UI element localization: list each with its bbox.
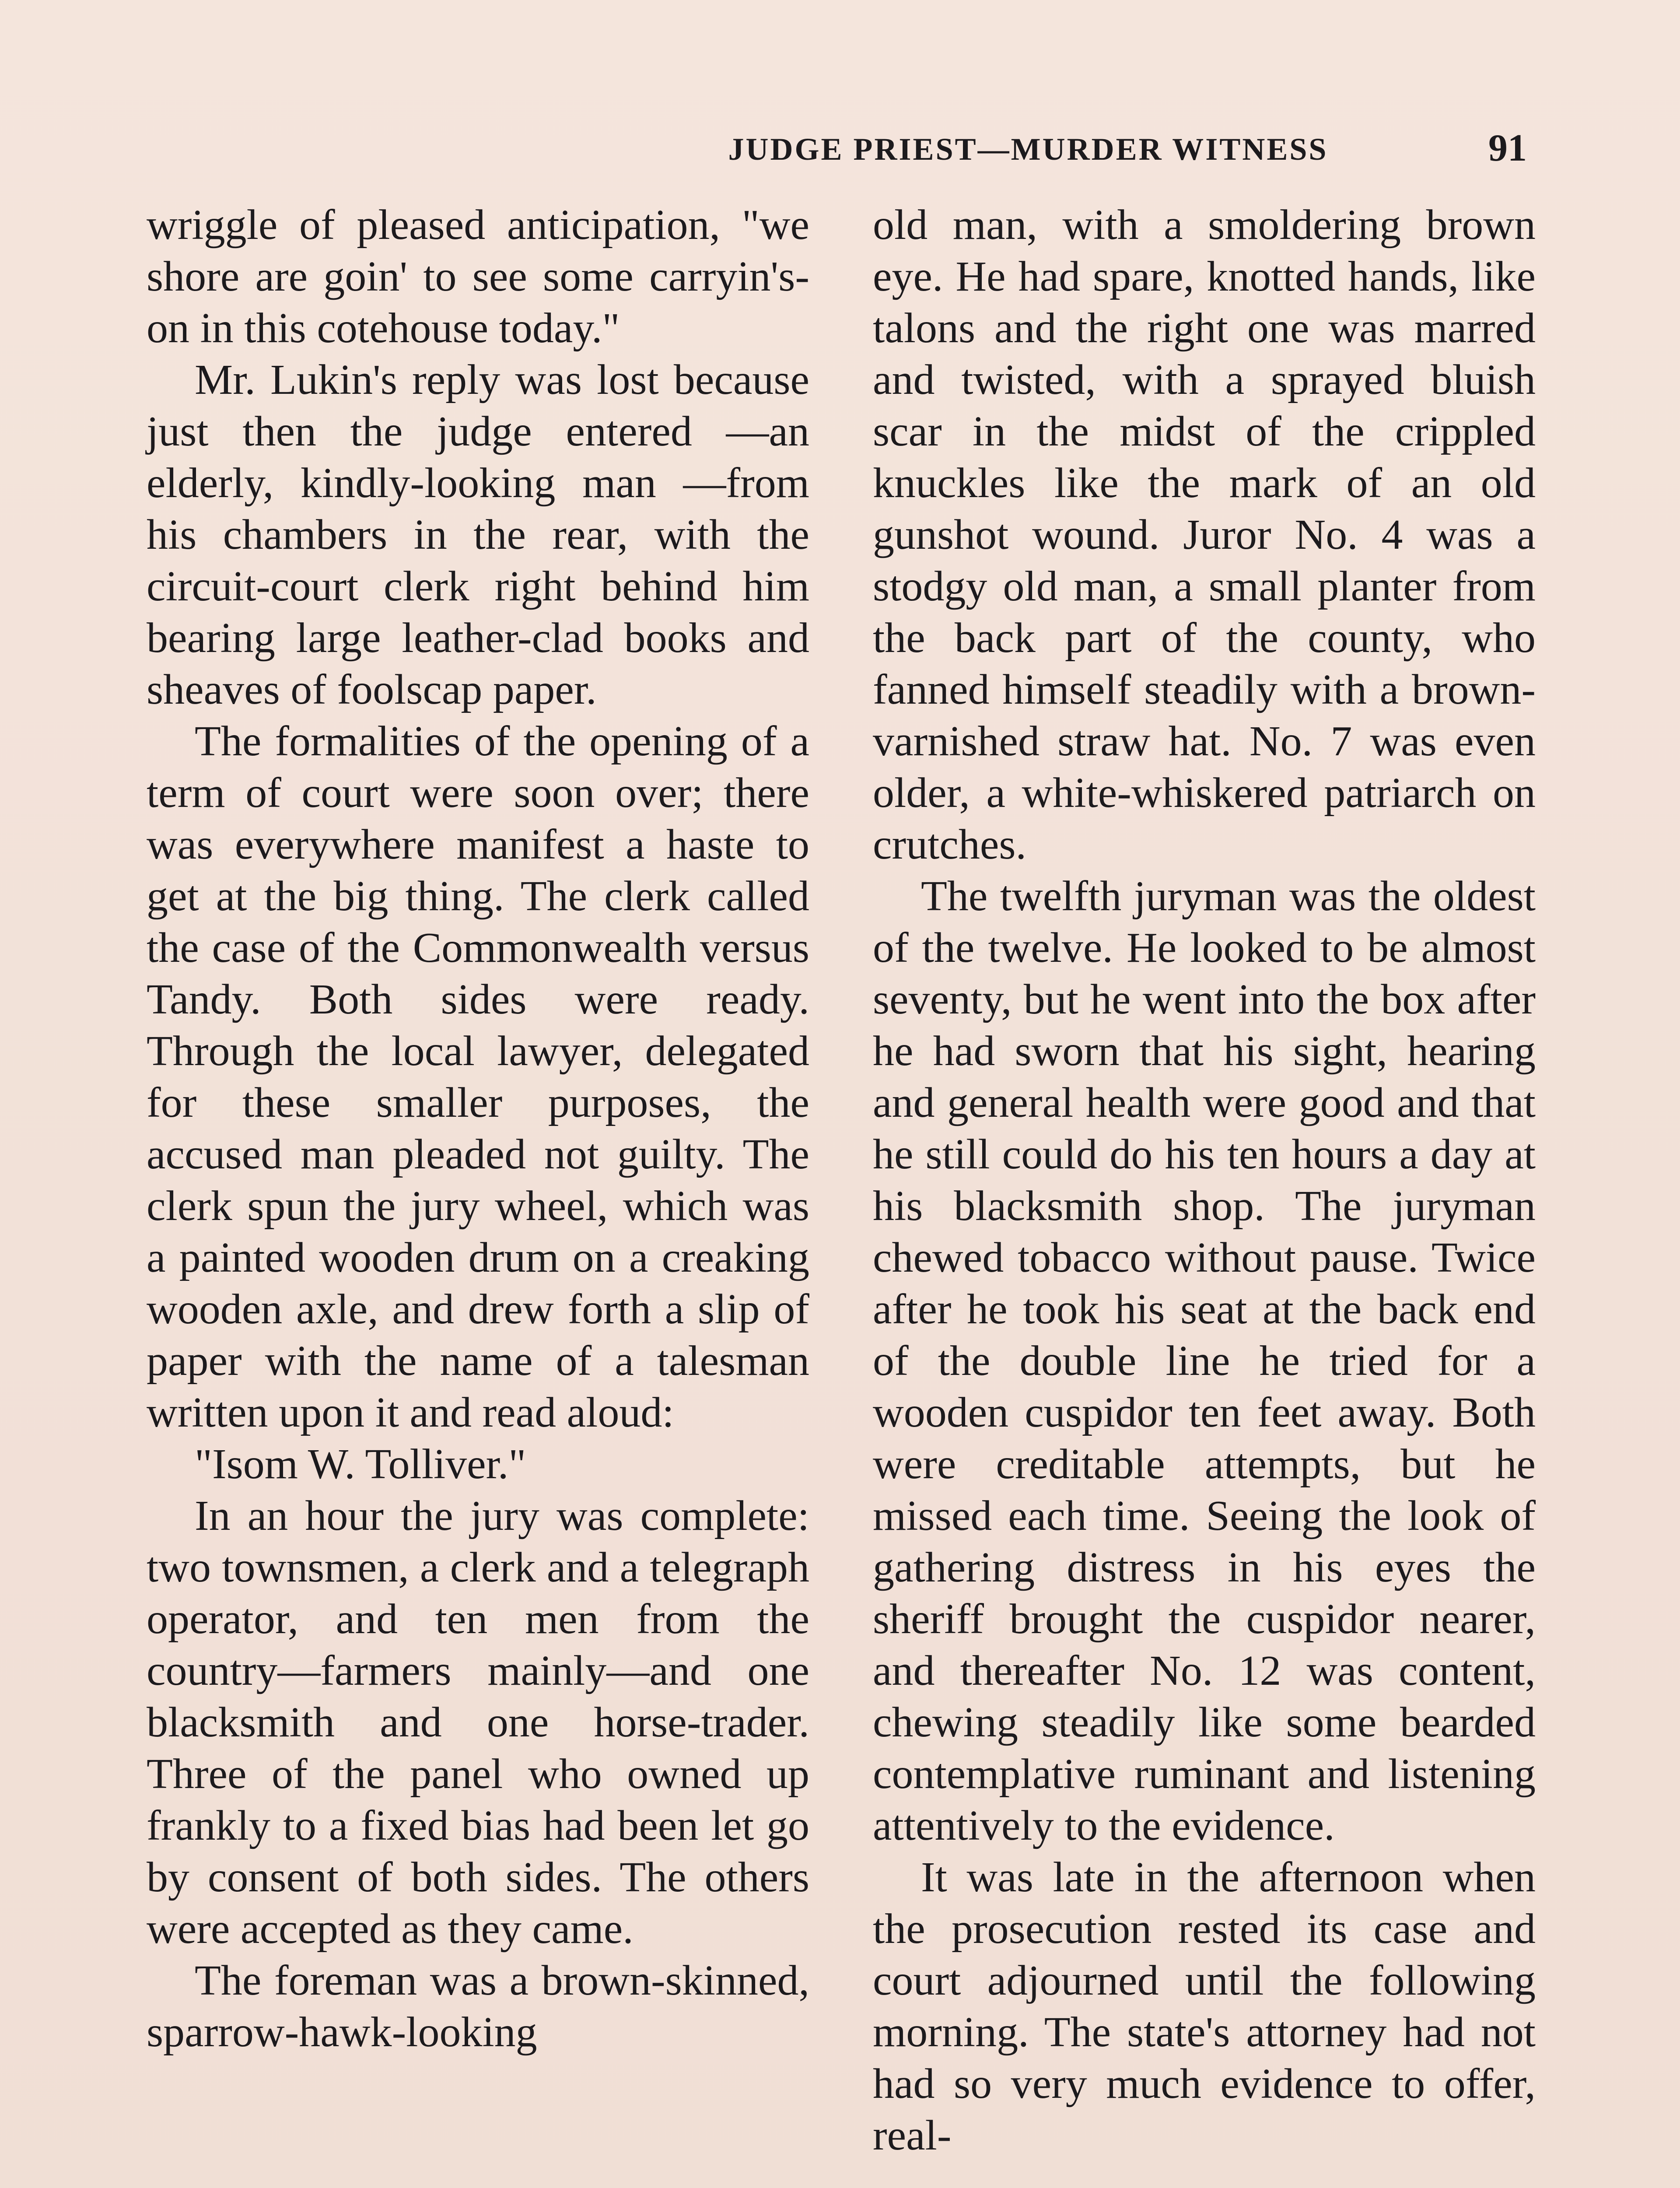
paragraph: wriggle of pleased anticipation, "we shore are goin' to see some carryin's-on in this cotehouse today." — [147, 201, 809, 352]
paragraph: In an hour the jury was complete: two townsmen, a clerk and a telegraph operator, and ten men from the country—farmers mainly—and one blacksmith and one horse-trader. Three of the panel who owned up frankly to a fixed bias had been let go by consent of both sides. The others were accepted as they came. — [147, 1492, 809, 1953]
paragraph: Mr. Lukin's reply was lost because just then the judge entered —an elderly, kindly-looking man —from his chambers in the rear, with the circuit-court clerk right behind him bearing large leather-clad books and sheaves of foolscap paper. — [147, 356, 809, 713]
right-column — [873, 199, 1536, 2161]
paragraph: old man, with a smoldering brown eye. He had spare, knotted hands, like talons and the right one was marred and twisted, with a sprayed bluish scar in the midst of the crippled knuckles like the mark of an old gunshot wound. Juror No. 4 was a stodgy old man, a small planter from the back part of the county, who fanned himself steadily with a brown-varnished straw hat. No. 7 was even older, a white-whiskered patriarch on crutches. — [873, 201, 1536, 868]
paragraph: The formalities of the opening of a term of court were soon over; there was everywhere manifest a haste to get at the big thing. The clerk called the case of the Commonwealth versus Tandy. Both sides were ready. Through the local lawyer, delegated for these smaller purposes, the accused man pleaded not guilty. The clerk spun the jury wheel, which was a painted wooden drum on a creaking wooden axle, and drew forth a slip of paper with the name of a talesman written upon it and read aloud: — [147, 718, 809, 1436]
running-title: JUDGE PRIEST—MURDER WITNESS — [728, 132, 1328, 167]
paragraph: "Isom W. Tolliver." — [195, 1441, 526, 1488]
paragraph: It was late in the afternoon when the prosecution rested its case and court adjourned until the following morning. The state's attorney had not had so very much evidence to offer, real- — [873, 1854, 1536, 2159]
paragraph: The twelfth juryman was the oldest of the twelve. He looked to be almost seventy, but he went into the box after he had sworn that his sight, hearing and general health were good and that he still could do his ten hours a day at his blacksmith shop. The juryman chewed tobacco without pause. Twice after he took his seat at the back end of the double line he tried for a wooden cuspidor ten feet away. Both were creditable attempts, but he missed each time. Seeing the look of gathering distress in his eyes the sheriff brought the cuspidor nearer, and thereafter No. 12 was content, chewing steadily like some bearded contemplative ruminant and listening attentively to the evidence. — [873, 873, 1536, 1849]
paragraph: The foreman was a brown-skinned, sparrow-hawk-looking — [147, 1957, 809, 2056]
left-column — [147, 199, 809, 2058]
page-number: 91 — [1488, 127, 1527, 169]
